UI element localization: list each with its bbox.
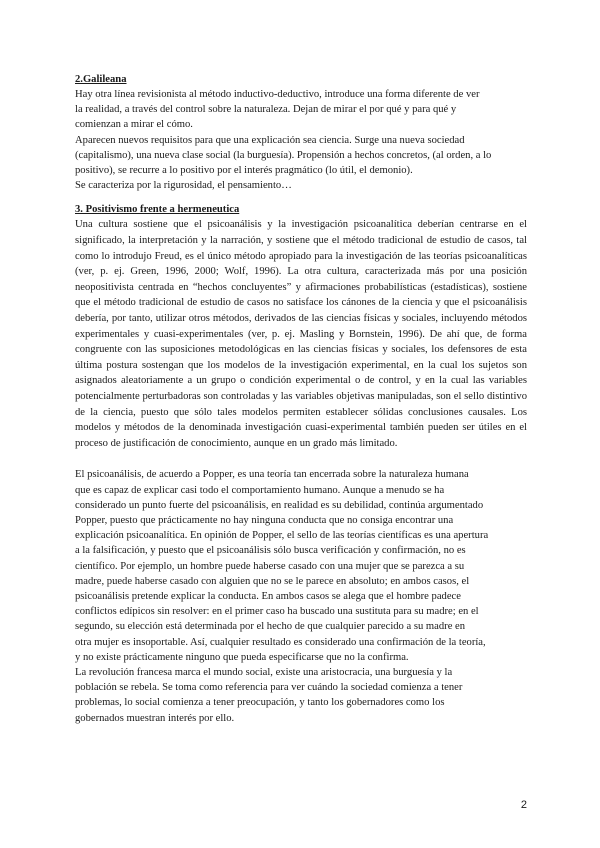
text-line: la realidad, a través del control sobre la naturaleza. Dejan de mirar el por qué y para qué y bbox=[75, 104, 457, 116]
text-line: población se rebela. Se toma como referencia para ver cuándo la sociedad comienza a tener bbox=[75, 682, 463, 694]
text-line: (capitalismo), una nueva clase social (la burguesía). Propensión a hechos concretos, (al orden, a lo bbox=[75, 149, 492, 161]
page-number: 2 bbox=[520, 799, 527, 811]
text-line: explicación psicoanalítica. En opinión de Popper, el sello de las teorías científicas es una apertura bbox=[75, 530, 489, 542]
text-line: científico. Por ejemplo, un hombre puede haberse casado con una mujer que se parezca a su bbox=[75, 560, 465, 572]
text-line: otra mujer es insoportable. Así, cualquier resultado es considerado una confirmación de la teoría, bbox=[75, 636, 486, 648]
text-line: El psicoanálisis, de acuerdo a Popper, es una teoría tan encerrada sobre la naturaleza humana bbox=[75, 469, 469, 481]
text-line: psicoanálisis pretende explicar la conducta. En ambos casos se alega que el hombre padece bbox=[75, 590, 461, 602]
text-line: comienzan a mirar el cómo. bbox=[75, 119, 193, 131]
text-line: Popper, puesto que prácticamente no hay ninguna conducta que no consiga encontrar una bbox=[75, 514, 454, 526]
text-line: segundo, su elección está determinada por el hecho de que cualquier parecido a su madre en bbox=[75, 621, 466, 633]
text-line: y no existe prácticamente ninguno que pueda especificarse que no la confirma. bbox=[75, 651, 409, 663]
spacer bbox=[75, 193, 527, 202]
text-line: Se caracteriza por la rigurosidad, el pensamiento… bbox=[75, 180, 292, 192]
document-page bbox=[75, 72, 527, 726]
galileana-body bbox=[75, 87, 527, 193]
popper-body bbox=[75, 467, 527, 725]
text-line: Aparecen nuevos requisitos para que una explicación sea ciencia. Surge una nueva sociedad bbox=[75, 134, 465, 146]
section-heading-positivismo: 3. Positivismo frente a hermeneutica bbox=[75, 204, 240, 216]
text-line: madre, puede haberse casado con alguien que no se le parece en absoluto; en ambos casos, el bbox=[75, 575, 470, 587]
section-heading-galileana: 2.Galileana bbox=[75, 74, 127, 85]
text-line: a la falsificación, y puesto que el psicoanálisis sólo busca verificación y confirmación, no es bbox=[75, 545, 466, 557]
text-line: considerado un punto fuerte del psicoanálisis, en realidad es su debilidad, continúa argumentado bbox=[75, 499, 484, 511]
text-line: La revolución francesa marca el mundo social, existe una aristocracia, una burguesía y la bbox=[75, 666, 453, 678]
text-line: gobernados muestran interés por ello. bbox=[75, 712, 235, 724]
spacer bbox=[75, 451, 527, 467]
text-line: positivo), se recurre a lo positivo por el interés pragmático (lo útil, el demonio). bbox=[75, 165, 413, 177]
positivismo-paragraph: Una cultura sostiene que el psicoanálisis y la investigación psicoanalítica deberían centrarse en el significado, la interpretación y la narración, y sostiene que el método tradicional de estudio de casos, tal como lo introdujo Freud, es el único método apropiado para la investigación de las teorías psicoanalíticas (ver, p. ej. Green, 1996, 2000; Wolf, 1996). La otra cultura, caracterizada más por una posición neopositivista centrada en “hechos concluyentes” y afirmaciones probabilísticas (estadísticas), sostiene que el método tradicional de estudio de casos no satisface los cánones de la ciencia y que el psicoanálisis debería, por tanto, utilizar otros métodos, derivados de las ciencias físicas y sociales, incluyendo métodos experimentales y cuasi-experimentales (ver, p. ej. Masling y Bornstein, 1996). De ahí que, de forma congruente con las suposiciones metodológicas en las ciencias físicas y sociales, los defensores de esta última postura sostengan que los modelos de la investigación experimental, en la cual los sujetos son asignados aleatoriamente a un grupo o condición experimental o de control, y en la cual las variables potencialmente perturbadoras son controladas y las variables objetivas manipuladas, son el sello distintivo de la ciencia, puesto que sólo tales modelos permiten establecer sólidas conclusiones causales. Los modelos y métodos de la denominada investigación cuasi-experimental también pueden ser útiles en el proceso de justificación de conocimiento, aunque en un grado más limitado. bbox=[75, 219, 527, 449]
text-line: conflictos edípicos sin resolver: en el primer caso ha buscado una sustituta para su madre; en el bbox=[75, 606, 479, 618]
text-line: problemas, lo social comienza a tener preocupación, y tanto los gobernadores como los bbox=[75, 697, 445, 709]
text-line: que es capaz de explicar casi todo el comportamiento humano. Aunque a menudo se ha bbox=[75, 484, 445, 496]
text-line: Hay otra línea revisionista al método inductivo-deductivo, introduce una forma diferente de ver bbox=[75, 89, 480, 100]
